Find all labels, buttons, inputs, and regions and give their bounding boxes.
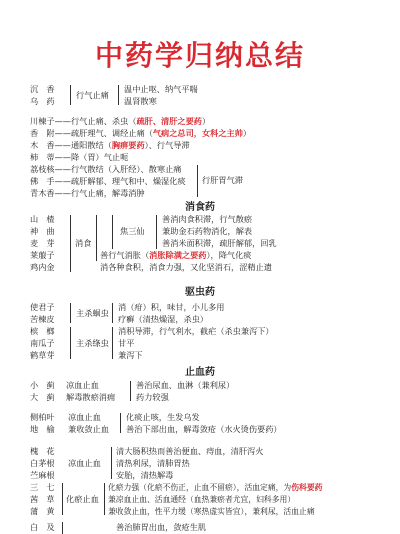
brace — [96, 215, 97, 261]
note: 药力较强 — [136, 392, 169, 402]
herb: 鸡内金 — [30, 262, 55, 272]
brace — [197, 165, 198, 197]
brace — [120, 413, 121, 433]
note: 消各种食积，消食力强，又化坚消石，涩精止遗 — [100, 262, 272, 272]
herb: 侧柏叶 — [30, 412, 55, 422]
brace — [111, 447, 112, 479]
brace — [112, 303, 113, 323]
note: 兼泻下 — [118, 350, 143, 360]
herb: 山 楂 — [30, 214, 55, 224]
herb: 槟 榔 — [30, 326, 55, 336]
herb-row: 木 香——通阳散结（胸痹要药）、行气导滞 — [30, 140, 190, 150]
note: 善治尿血、血淋（兼利尿） — [136, 380, 235, 390]
note: 善行气消胀（消胀除满之要药），降气化痰 — [100, 250, 252, 260]
brace — [70, 327, 71, 359]
herb-wuyao: 乌 药 — [30, 96, 55, 106]
herb: 小 蓟 — [30, 380, 55, 390]
note: 化痰止咳，生发乌发 — [126, 412, 200, 422]
func-label: 凉血止血 — [66, 380, 99, 390]
herb: 神 曲 — [30, 226, 55, 236]
herb: 鹤草芽 — [30, 350, 55, 360]
herb-row: 青木香——行气止痛，解毒消肿 — [30, 188, 145, 198]
note: 消积导滞，行气利水，截疟（杀虫兼泻下） — [118, 326, 274, 336]
note: 善消米面积滞，疏肝解郁，回乳 — [162, 238, 277, 248]
note: 清大肠积热而善治便血、痔血，清肝泻火 — [116, 446, 264, 456]
herb-chenxiang: 沉 香 — [30, 84, 55, 94]
note: 安胎，清热解毒 — [116, 470, 174, 480]
note: 疗癣（清热燥湿，杀虫） — [118, 314, 209, 324]
herb: 苦楝皮 — [30, 314, 55, 324]
herb: 使君子 — [30, 302, 55, 312]
func-label: 消食 — [75, 238, 92, 248]
note: 消（疳）积，味甘，小儿多用 — [118, 302, 225, 312]
herb: 茜 草 — [30, 494, 55, 504]
brace — [112, 327, 113, 359]
herb: 三 七 — [30, 482, 55, 492]
page-title: 中药学归纳总结 — [94, 39, 305, 72]
func-label: 行气止痛 — [76, 90, 109, 100]
herb-row: 柿 蒂——降（胃）气止呃 — [30, 152, 129, 162]
brace — [104, 483, 105, 515]
herb-row: 川楝子——行气止痛、杀虫（疏肝、清肝之要药） — [30, 116, 211, 126]
note: 善治肺胃出血，敛疮生肌 — [116, 522, 207, 532]
herb: 白茅根 — [30, 458, 55, 468]
note: 兼助金石药物消化，解表 — [162, 226, 253, 236]
note: 兼收敛止血，性平力缓（寒热虚实皆宜），兼利尿，活血止痛 — [108, 507, 315, 516]
brace — [62, 483, 63, 515]
herb: 麦 芽 — [30, 238, 55, 248]
brace — [156, 215, 157, 249]
func-label: 化瘀止血 — [66, 494, 99, 504]
sub-label: 焦三仙 — [120, 226, 145, 236]
brace — [62, 522, 63, 534]
herb: 苎麻根 — [30, 470, 55, 480]
herb: 大 蓟 — [30, 392, 55, 402]
note: 甘平 — [118, 338, 135, 348]
note: 温中止呕、纳气平喘 — [124, 84, 198, 94]
note: 善治下部出血，解毒敛疮（水火烫伤要药） — [126, 424, 282, 434]
section-heading: 驱虫药 — [185, 287, 215, 298]
brace — [118, 85, 119, 105]
group-note: 行肝胃气滞 — [202, 175, 243, 185]
herb-row: 香 附——疏肝理气、调经止痛（气病之总司，女科之主帅） — [30, 128, 252, 138]
herb: 莱菔子 — [30, 250, 55, 260]
func-label: 解毒散瘀消痈 — [66, 392, 116, 402]
note: 兼凉血止血、活血通经（血热兼瘀者尤宜，妇科多用） — [108, 495, 296, 504]
herb-row: 荔枝核——行气散结（入肝经）、散寒止痛 — [30, 164, 182, 174]
note: 温肾散寒 — [124, 96, 157, 106]
section-heading: 止血药 — [185, 367, 215, 378]
herb: 南瓜子 — [30, 338, 55, 348]
func-label: 主杀蛔虫 — [76, 308, 109, 318]
brace — [130, 381, 131, 401]
func-label: 凉血止血 — [68, 458, 101, 468]
brace — [70, 303, 71, 323]
herb: 槐 花 — [30, 446, 55, 456]
section-heading: 消食药 — [185, 202, 215, 213]
brace — [70, 85, 71, 105]
func-label: 兼收敛止血 — [68, 424, 109, 434]
note: 清热利尿，清肺胃热 — [116, 458, 190, 468]
herb: 白 及 — [30, 522, 55, 532]
note: 善消肉食积滞，行气散瘀 — [162, 214, 253, 224]
herb-row: 佛 手——疏肝解郁、理气和中、燥湿化痰 — [30, 176, 186, 186]
func-label: 凉血止血 — [68, 412, 101, 422]
brace — [70, 215, 71, 272]
func-label: 主杀绦虫 — [76, 338, 109, 348]
herb: 蒲 黄 — [30, 506, 55, 516]
herb: 地 榆 — [30, 424, 55, 434]
note: 化瘀力强（化瘀不伤正，止血不留瘀），活血定痛，为伤科要药 — [108, 483, 323, 492]
brace — [112, 215, 113, 249]
